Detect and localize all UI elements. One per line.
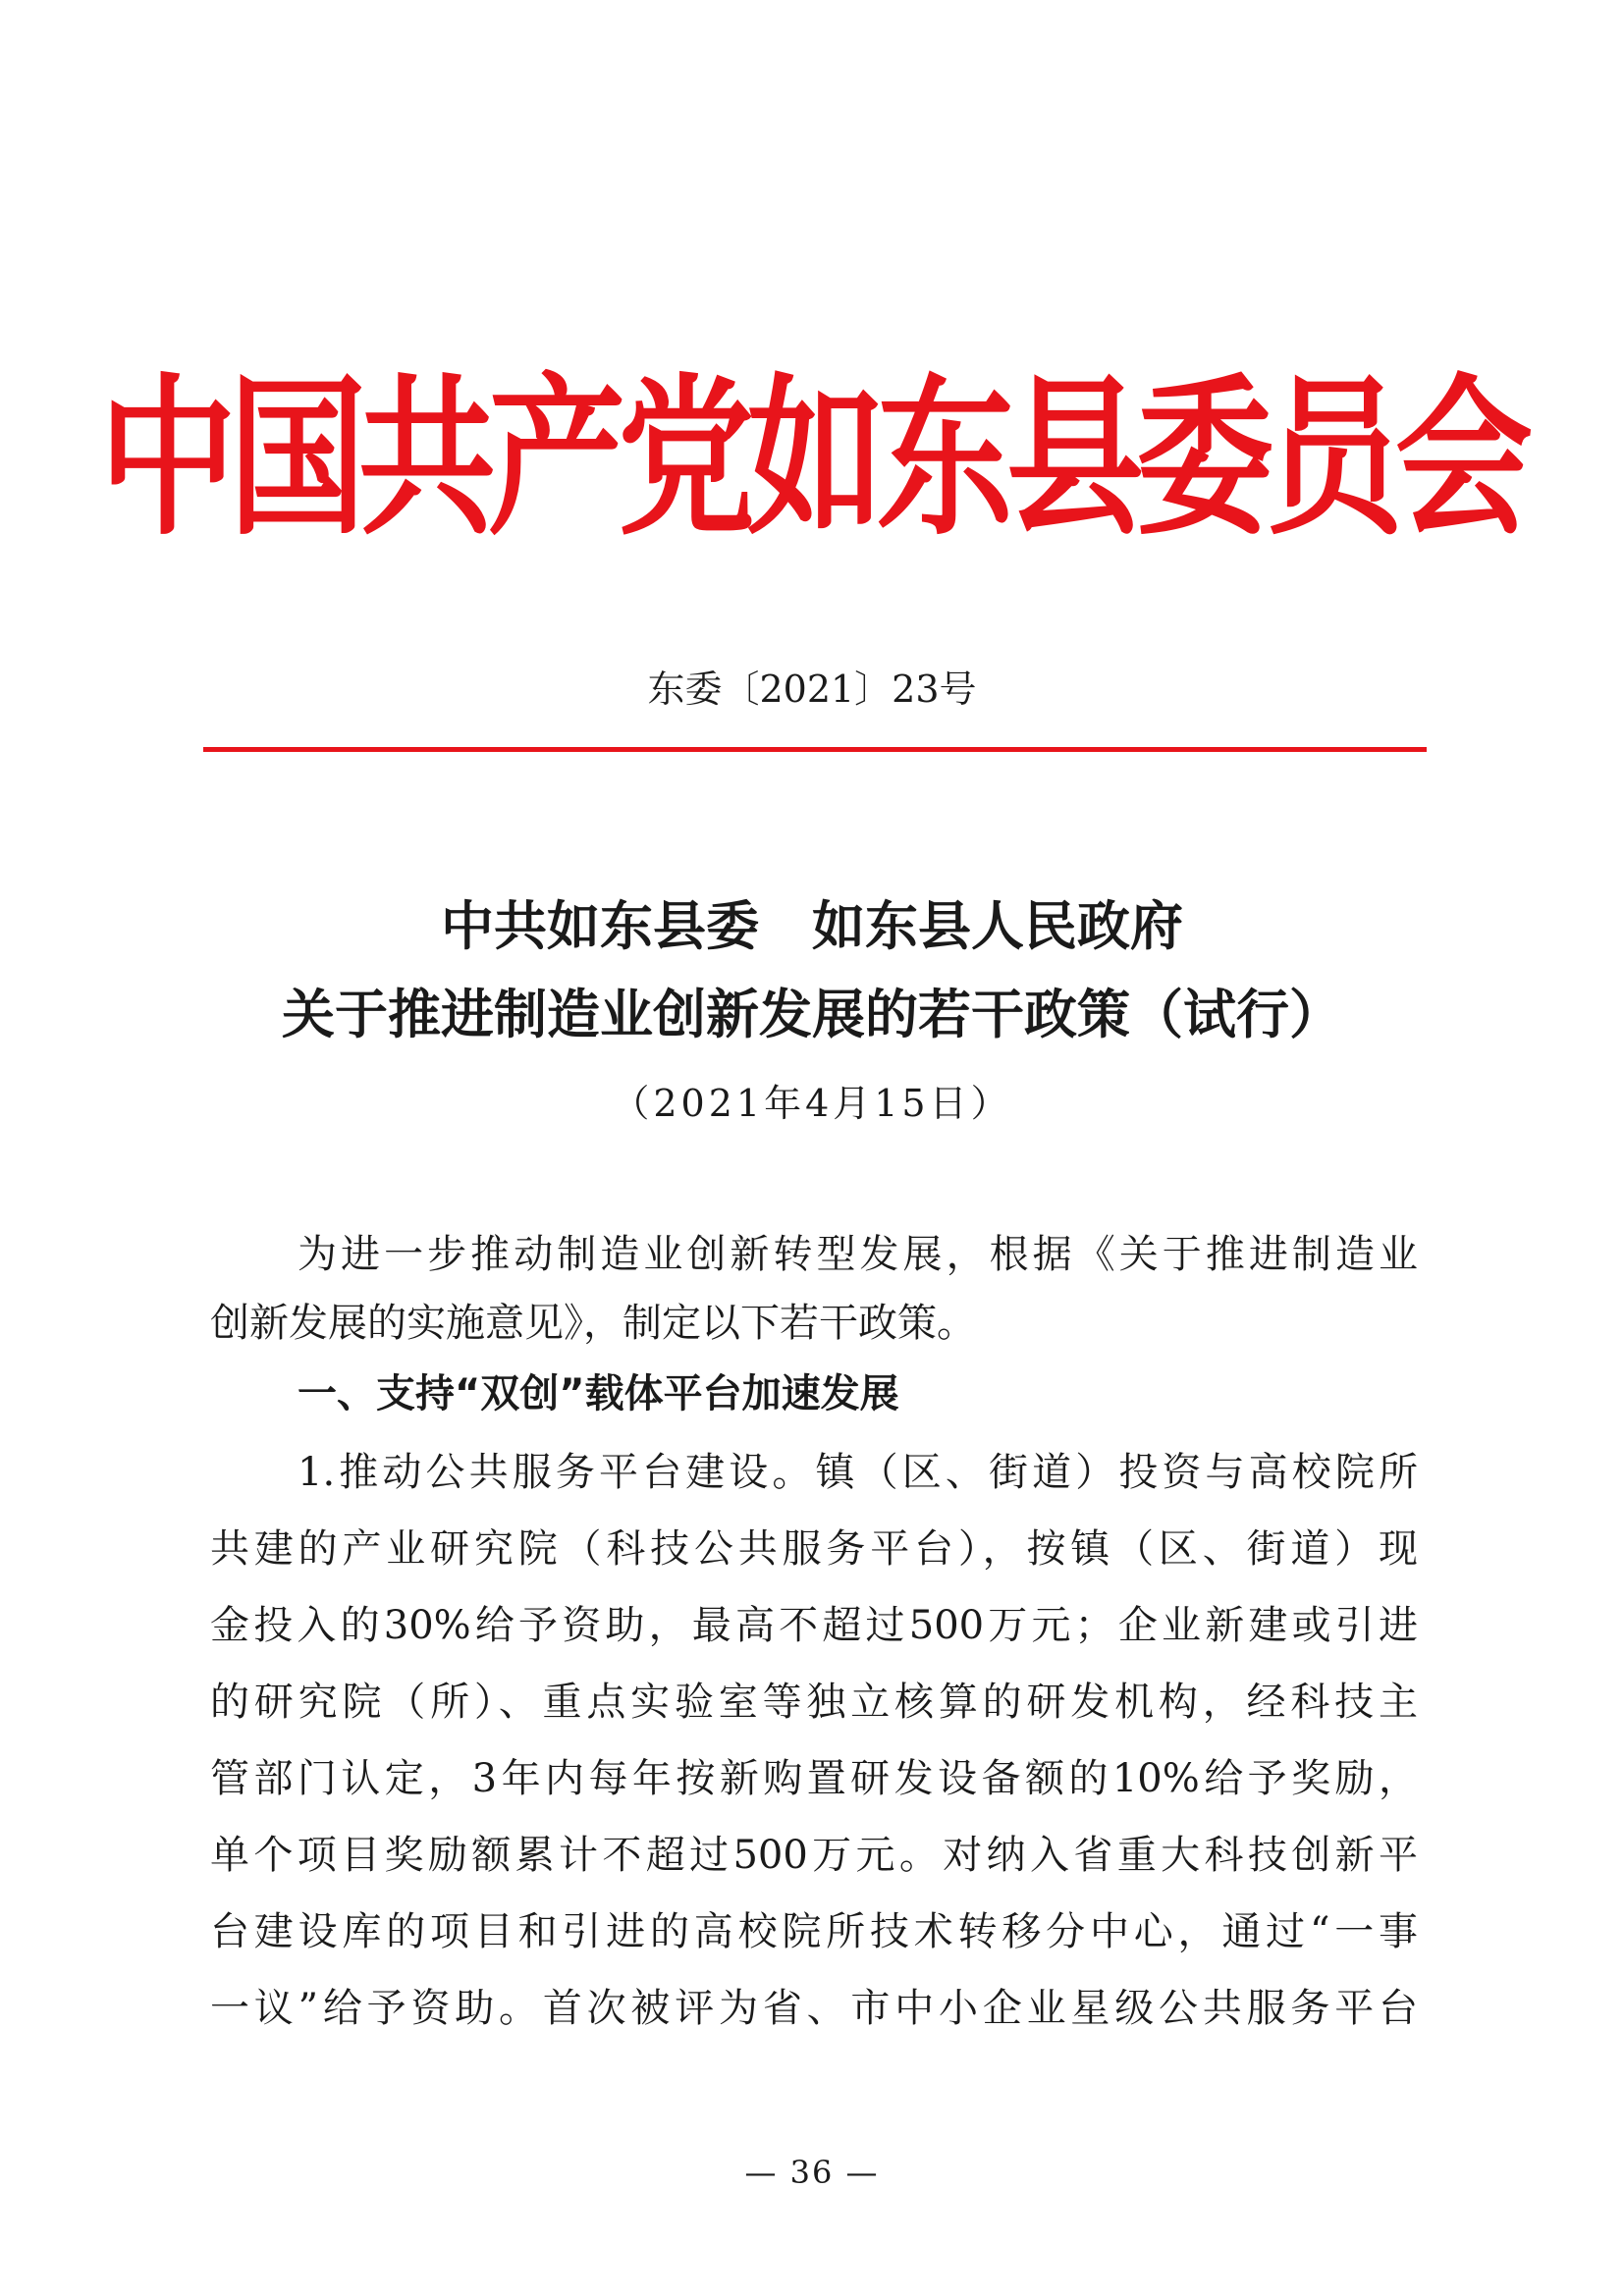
- item-line: 单个项目奖励额累计不超过500万元。对纳入省重大科技创新平: [210, 1833, 1418, 1878]
- page-number: — 36 —: [744, 2154, 880, 2191]
- document-number: 东委〔2021〕23号: [647, 667, 977, 711]
- document-date: （2021年4月15日）: [612, 1082, 1012, 1125]
- masthead-title: 中国共产党如东县委员会: [98, 358, 1525, 560]
- intro-line: 为进一步推动制造业创新转型发展，根据《关于推进制造业: [298, 1232, 1418, 1277]
- item-line: 的研究院（所）、重点实验室等独立核算的研发机构，经科技主: [210, 1680, 1418, 1725]
- item-line: 一议”给予资助。首次被评为省、市中小企业星级公共服务平台: [210, 1986, 1418, 2031]
- intro-line: 创新发展的实施意见》，制定以下若干政策。: [210, 1301, 976, 1346]
- item-line: 台建设库的项目和引进的高校院所技术转移分中心，通过“一事: [210, 1909, 1418, 1954]
- item-line: 1.推动公共服务平台建设。镇（区、街道）投资与高校院所: [298, 1450, 1418, 1495]
- red-divider-rule: [203, 747, 1427, 752]
- item-line: 金投入的30%给予资助，最高不超过500万元；企业新建或引进: [210, 1603, 1418, 1648]
- document-title-line-1: 中共如东县委 如东县人民政府: [441, 894, 1183, 957]
- item-line: 共建的产业研究院（科技公共服务平台），按镇（区、街道）现: [210, 1526, 1418, 1572]
- document-title-line-2: 关于推进制造业创新发展的若干政策（试行）: [282, 983, 1342, 1045]
- section-heading: 一、支持“双创”载体平台加速发展: [298, 1371, 899, 1416]
- item-line: 管部门认定，3年内每年按新购置研发设备额的10%给予奖励，: [210, 1756, 1418, 1801]
